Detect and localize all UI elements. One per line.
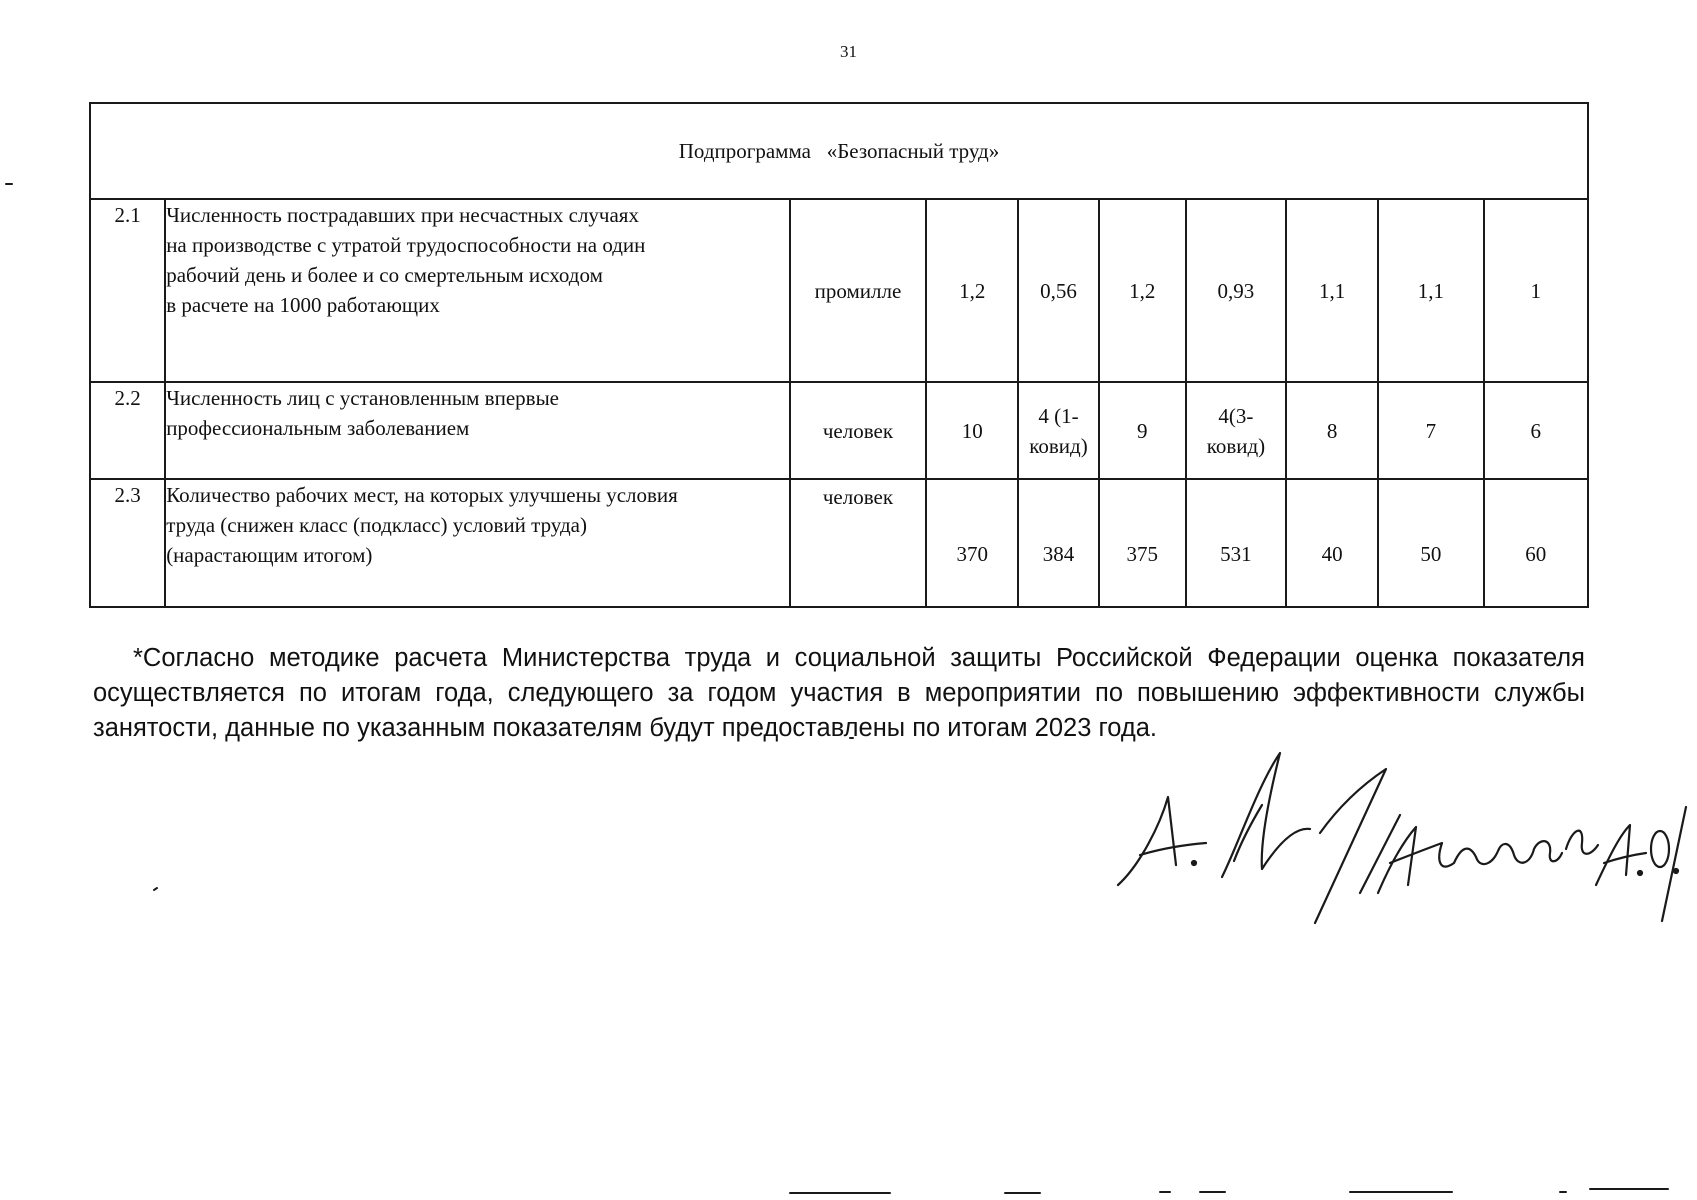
page-number: 31 <box>840 42 857 61</box>
value-cell: 40 <box>1286 479 1378 607</box>
value-cell: 384 <box>1018 479 1098 607</box>
value-cell: 4 (1- ковид) <box>1018 382 1098 479</box>
value-cell: 375 <box>1099 479 1186 607</box>
indicator-name: Количество рабочих мест, на которых улучшены условия труда (снижен класс (подкласс) условий труда) (нарастающим итогом) <box>165 479 790 607</box>
value-cell: 370 <box>926 479 1018 607</box>
value-cell: 0,56 <box>1018 199 1098 382</box>
value-cell: 1,2 <box>926 199 1018 382</box>
value-cell: 1 <box>1484 199 1588 382</box>
subprogram-title: Подпрограмма «Безопасный труд» <box>90 103 1588 199</box>
footnote-text: *Согласно методике расчета Министерства труда и социальной защиты Российской Федерации оценка показателя осуществляется по итогам года, следующего за годом участия в мероприятии по повышению эффективности службы занятости, данные по указанным показателям будут предоставлены по итогам 2023 года. <box>93 643 1585 742</box>
value-cell: 60 <box>1484 479 1588 607</box>
value-cell: 0,93 <box>1186 199 1286 382</box>
handwritten-signature <box>1110 745 1690 925</box>
value-cell: 6 <box>1484 382 1588 479</box>
indicator-name: Численность пострадавших при несчастных случаях на производстве с утратой трудоспособности на один рабочий день и более и со смертельным исходом в расчете на 1000 работающих <box>165 199 790 382</box>
table-row <box>90 382 1588 479</box>
row-number: 2.2 <box>90 382 165 479</box>
table-row <box>90 199 1588 382</box>
value-cell: 1,1 <box>1286 199 1378 382</box>
table-row <box>90 479 1588 607</box>
unit-cell: промилле <box>790 199 926 382</box>
row-number: 2.3 <box>90 479 165 607</box>
value-cell: 1,1 <box>1378 199 1483 382</box>
subprogram-row <box>90 103 1588 199</box>
value-cell: 50 <box>1378 479 1483 607</box>
value-cell: 4(3- ковид) <box>1186 382 1286 479</box>
value-cell: 531 <box>1186 479 1286 607</box>
value-cell: 1,2 <box>1099 199 1186 382</box>
indicator-name: Численность лиц с установленным впервые профессиональным заболеванием <box>165 382 790 479</box>
value-cell: 8 <box>1286 382 1378 479</box>
value-cell: 7 <box>1378 382 1483 479</box>
unit-cell: человек <box>790 479 926 607</box>
unit-cell: человек <box>790 382 926 479</box>
value-cell: 10 <box>926 382 1018 479</box>
indicators-table <box>89 102 1589 608</box>
value-cell: 9 <box>1099 382 1186 479</box>
row-number: 2.1 <box>90 199 165 382</box>
